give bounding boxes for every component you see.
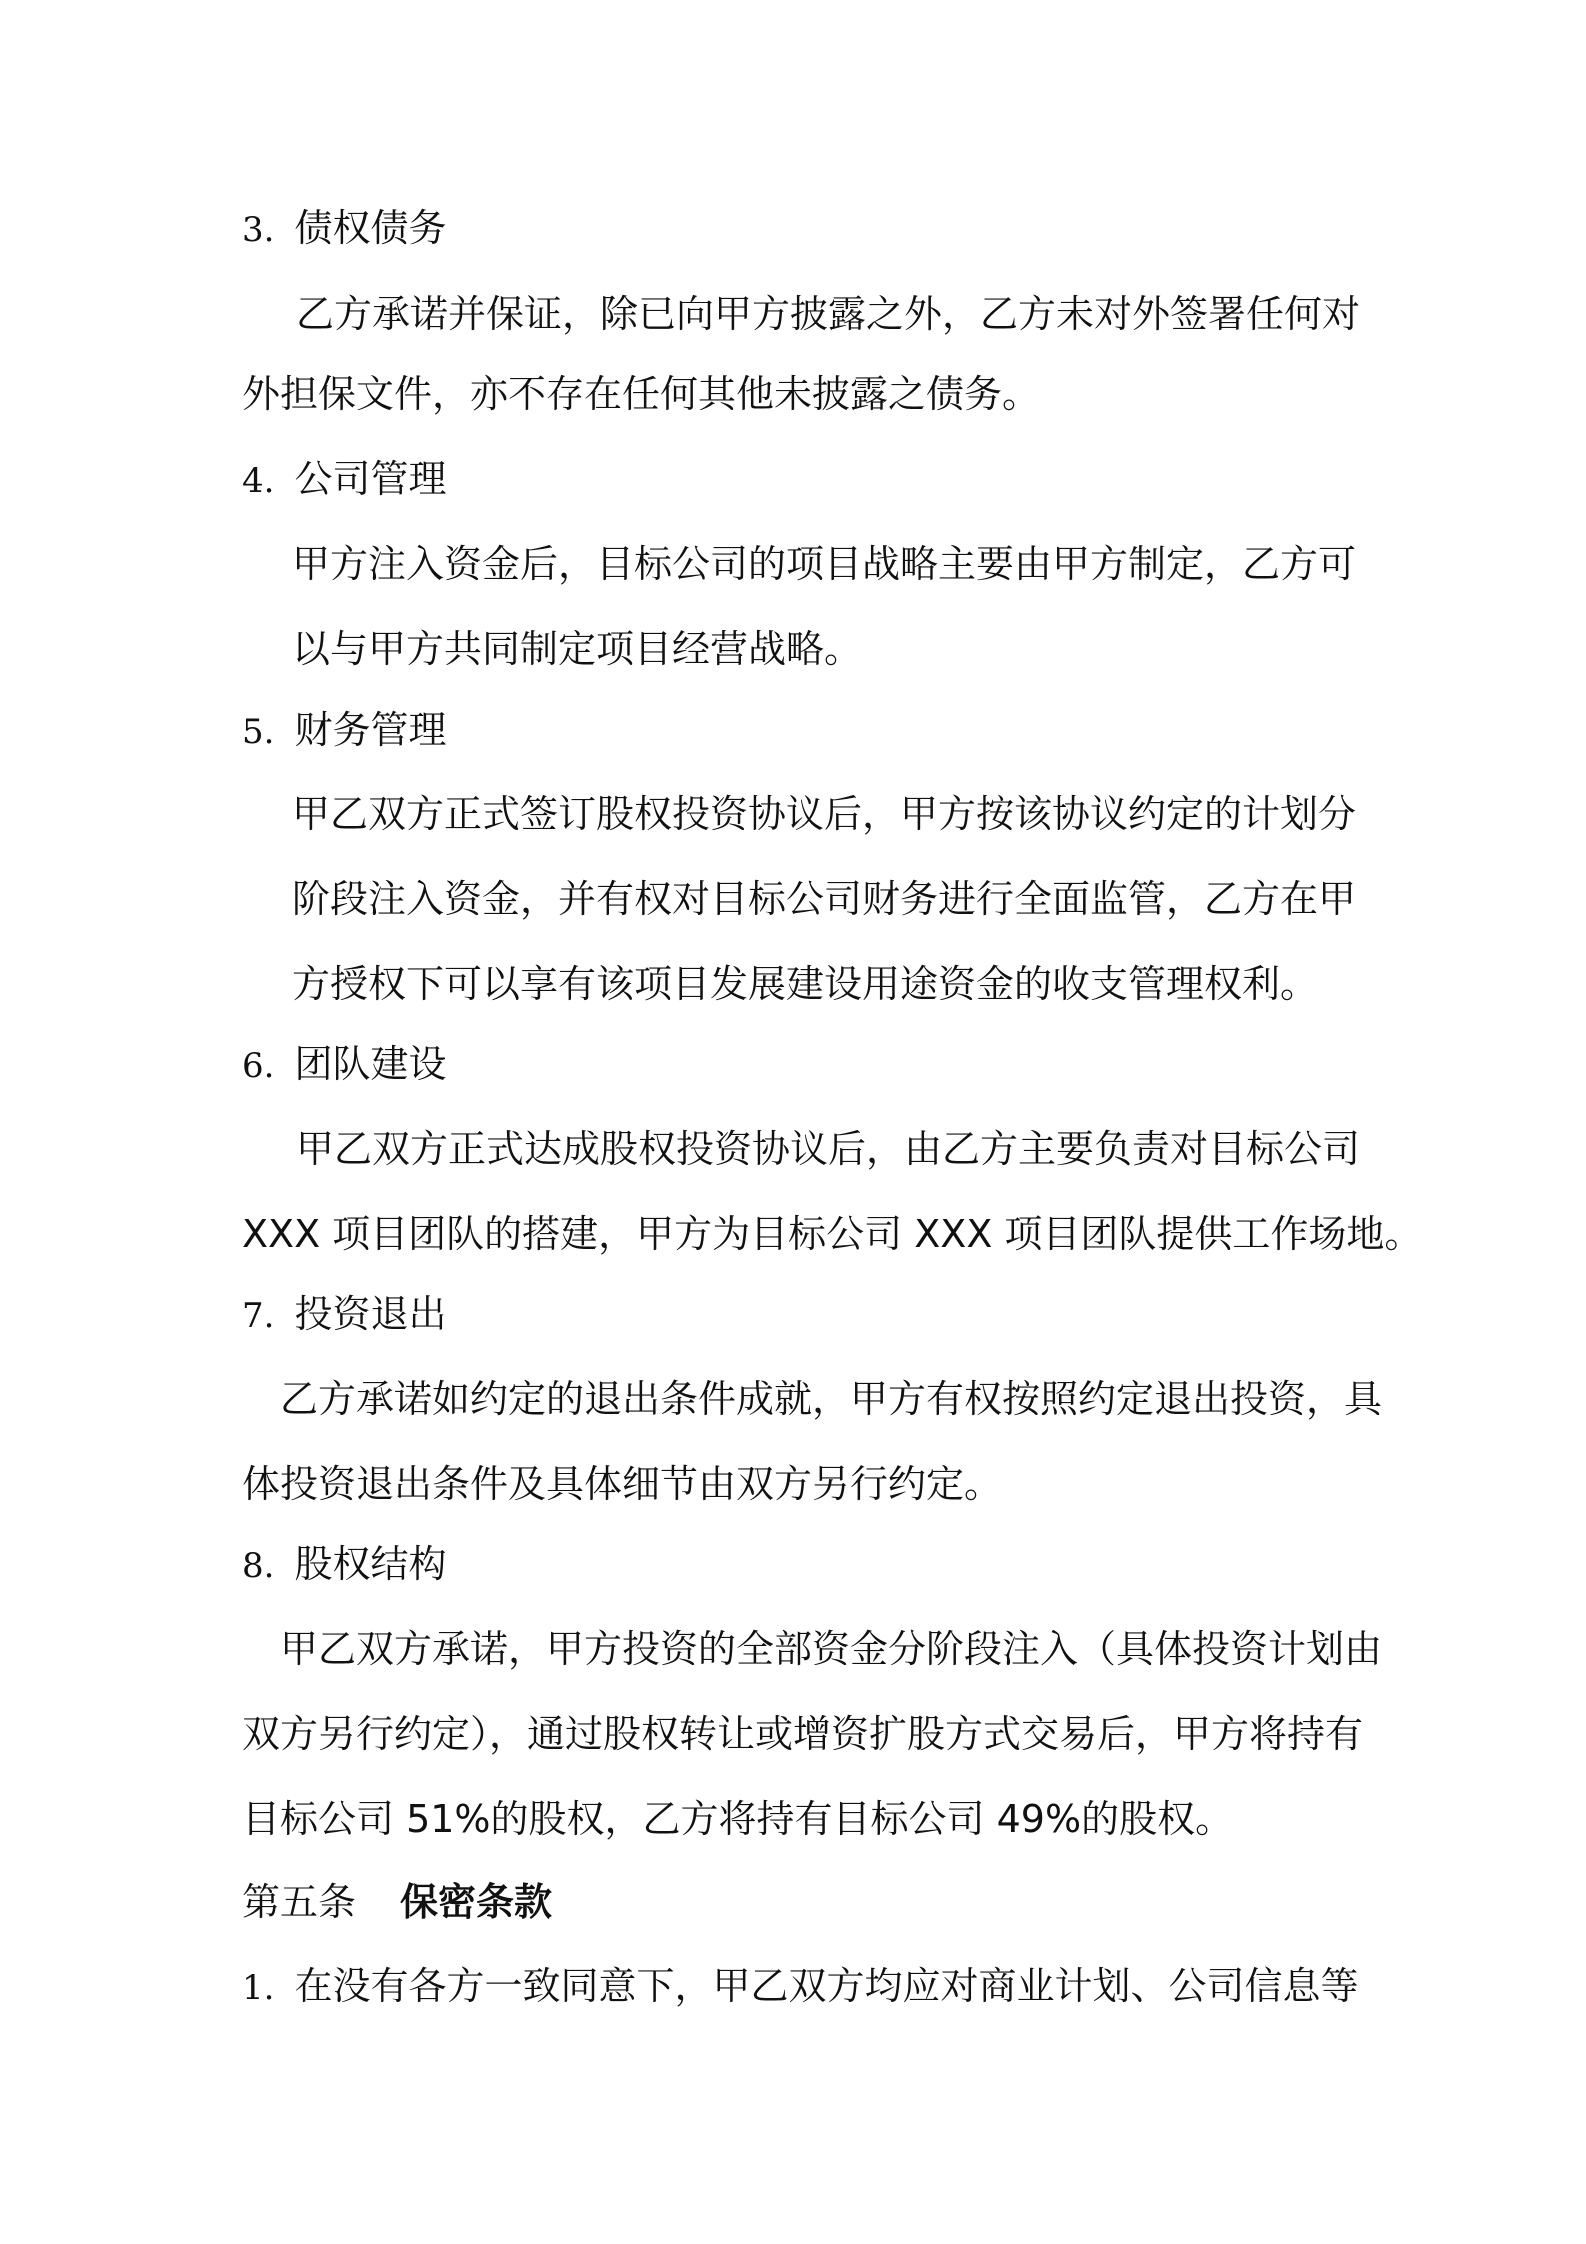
- section-title: 股权结构: [294, 1542, 447, 1586]
- section-title: 团队建设: [294, 1042, 447, 1086]
- section-title: 财务管理: [294, 708, 447, 752]
- section-heading-7: [242, 1290, 446, 1340]
- section-number: 6.: [242, 1046, 275, 1086]
- clause-number: 1.: [242, 1968, 275, 2008]
- paragraph-line: 双方另行约定），通过股权转让或增资扩股方式交易后，甲方将持有: [242, 1712, 1364, 1756]
- clause-1: [242, 1962, 1358, 2012]
- section-title: 债权债务: [294, 206, 447, 250]
- section-number: 4.: [242, 461, 275, 501]
- paragraph-line: 乙方承诺并保证，除已向甲方披露之外，乙方未对外签署任何对: [296, 292, 1361, 336]
- paragraph-line: 甲乙双方正式签订股权投资协议后，甲方按该协议约定的计划分: [292, 792, 1357, 836]
- section-heading-3: [242, 204, 446, 254]
- section-heading-4: [242, 455, 446, 505]
- paragraph-line: 甲乙双方承诺，甲方投资的全部资金分阶段注入（具体投资计划由: [280, 1627, 1383, 1671]
- section-heading-6: [242, 1040, 446, 1090]
- section-number: 3.: [242, 210, 275, 250]
- paragraph-line: 体投资退出条件及具体细节由双方另行约定。: [242, 1462, 1003, 1506]
- article-heading: [242, 1878, 552, 1926]
- clause-text: 在没有各方一致同意下，甲乙双方均应对商业计划、公司信息等: [294, 1964, 1359, 2008]
- paragraph-line: 目标公司 51%的股权，乙方将持有目标公司 49%的股权。: [242, 1797, 1234, 1841]
- article-label: 第五条: [242, 1880, 357, 1924]
- paragraph-line: 外担保文件，亦不存在任何其他未披露之债务。: [242, 372, 1041, 416]
- article-title: 保密条款: [400, 1880, 553, 1924]
- section-title: 公司管理: [294, 457, 447, 501]
- paragraph-line: 以与甲方共同制定项目经营战略。: [292, 627, 863, 671]
- paragraph-line: XXX 项目团队的搭建，甲方为目标公司 XXX 项目团队提供工作场地。: [242, 1212, 1423, 1256]
- paragraph-line: 甲方注入资金后，目标公司的项目战略主要由甲方制定，乙方可: [292, 542, 1357, 586]
- section-title: 投资退出: [294, 1292, 447, 1336]
- section-number: 5.: [242, 712, 275, 752]
- section-number: 7.: [242, 1296, 275, 1336]
- paragraph-line: 甲乙双方正式达成股权投资协议后，由乙方主要负责对目标公司: [296, 1127, 1361, 1171]
- paragraph-line: 方授权下可以享有该项目发展建设用途资金的收支管理权利。: [292, 962, 1319, 1006]
- section-number: 8.: [242, 1546, 275, 1586]
- section-heading-5: [242, 706, 446, 756]
- paragraph-line: 乙方承诺如约定的退出条件成就，甲方有权按照约定退出投资，具: [280, 1377, 1383, 1421]
- section-heading-8: [242, 1540, 446, 1590]
- paragraph-line: 阶段注入资金，并有权对目标公司财务进行全面监管，乙方在甲: [292, 877, 1357, 921]
